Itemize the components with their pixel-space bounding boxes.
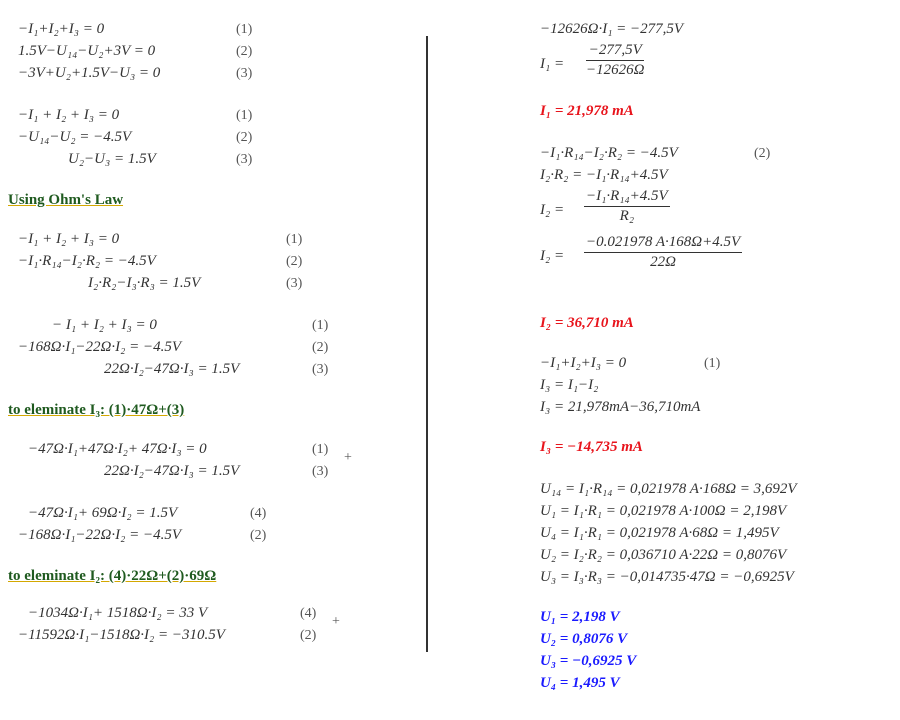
sys4-eq3: 22Ω·I₂−47Ω·I₃ = 1.5V xyxy=(104,361,240,377)
sys2-eqnum1: (1) xyxy=(236,108,253,123)
sys3-eqnum1: (1) xyxy=(286,232,303,247)
i3-equation3: I₃ = 21,978mA−36,710mA xyxy=(540,399,701,415)
sys1-eq1: −I₁+I₂+I₃ = 0 xyxy=(18,21,105,37)
u14-line: U₁₄ = I₁·R₁₄ = 0,021978 A·168Ω = 3,692V xyxy=(540,481,797,497)
i2-fraction-numerator: −I₁·R₁₄+4.5V xyxy=(584,188,670,207)
sys6-eq1: −47Ω·I₁+ 69Ω·I₂ = 1.5V xyxy=(28,505,178,521)
sys1-eqnum3: (3) xyxy=(236,66,253,81)
i1-fraction-denominator: −12626Ω xyxy=(586,62,645,79)
i3-equation2: I₃ = I₁−I₂ xyxy=(540,377,599,393)
i2-fraction2-numerator: −0.021978 A·168Ω+4.5V xyxy=(584,234,742,253)
i2-equation-num: (2) xyxy=(754,146,771,161)
sys1-eqnum2: (2) xyxy=(236,44,253,59)
sys6-eqnum1: (4) xyxy=(250,506,267,521)
i3-equation-num: (1) xyxy=(704,356,721,371)
i2-equation: −I₁·R₁₄−I₂·R₂ = −4.5V xyxy=(540,145,678,161)
i2-fraction-denominator: R₂ xyxy=(619,208,635,225)
sys6-eqnum2: (2) xyxy=(250,528,267,543)
i1-equation: −12626Ω·I₁ = −277,5V xyxy=(540,21,684,37)
u3-line: U₃ = I₃·R₃ = −0,014735·47Ω = −0,6925V xyxy=(540,569,794,585)
sys5-eq1: −47Ω·I₁+47Ω·I₂+ 47Ω·I₃ = 0 xyxy=(28,441,207,457)
i2-result: I₂ = 36,710 mA xyxy=(540,315,634,331)
sys2-eq3: U₂−U₃ = 1.5V xyxy=(68,151,156,167)
i2-equation2: I₂·R₂ = −I₁·R₁₄+4.5V xyxy=(540,167,668,183)
u3-result: U₃ = −0,6925 V xyxy=(540,653,637,669)
sys4-eqnum3: (3) xyxy=(312,362,329,377)
sys3-eq1: −I₁ + I₂ + I₃ = 0 xyxy=(18,231,120,247)
ohm-law-heading: Using Ohm's Law xyxy=(8,192,124,208)
sys3-eqnum3: (3) xyxy=(286,276,303,291)
sys3-eq2: −I₁·R₁₄−I₂·R₂ = −4.5V xyxy=(18,253,156,269)
sys7-eq2: −11592Ω·I₁−1518Ω·I₂ = −310.5V xyxy=(18,627,225,643)
sys2-eqnum2: (2) xyxy=(236,130,253,145)
i3-equation: −I₁+I₂+I₃ = 0 xyxy=(540,355,627,371)
sys1-eq2: 1.5V−U₁₄−U₂+3V = 0 xyxy=(18,43,156,59)
i1-result: I₁ = 21,978 mA xyxy=(540,103,634,119)
sys2-eq2: −U₁₄−U₂ = −4.5V xyxy=(18,129,132,145)
u1-line: U₁ = I₁·R₁ = 0,021978 A·100Ω = 2,198V xyxy=(540,503,787,519)
sys1-eqnum1: (1) xyxy=(236,22,253,37)
i2-fraction2 xyxy=(584,234,742,272)
eliminate-i2-heading: to eleminate I₂: (4)·22Ω+(2)·69Ω xyxy=(8,568,217,584)
sys4-eq2: −168Ω·I₁−22Ω·I₂ = −4.5V xyxy=(18,339,182,355)
u2-line: U₂ = I₂·R₂ = 0,036710 A·22Ω = 0,8076V xyxy=(540,547,787,563)
sys6-eq2: −168Ω·I₁−22Ω·I₂ = −4.5V xyxy=(18,527,182,543)
u1-result: U₁ = 2,198 V xyxy=(540,609,620,625)
u2-result: U₂ = 0,8076 V xyxy=(540,631,628,647)
sys2-eqnum3: (3) xyxy=(236,152,253,167)
i3-result: I₃ = −14,735 mA xyxy=(540,439,643,455)
sys4-eq1: − I₁ + I₂ + I₃ = 0 xyxy=(52,317,157,333)
i2-fraction2-denominator: 22Ω xyxy=(650,254,676,271)
i2-fraction-lhs: I₂ = xyxy=(540,202,565,218)
u4-line: U₄ = I₁·R₁ = 0,021978 A·68Ω = 1,495V xyxy=(540,525,779,541)
i1-fraction-lhs: I₁ = xyxy=(540,56,565,72)
column-divider xyxy=(426,36,428,652)
i1-fraction xyxy=(586,42,644,80)
sys5-eq2: 22Ω·I₂−47Ω·I₃ = 1.5V xyxy=(104,463,240,479)
sys5-eqnum1: (1) xyxy=(312,442,329,457)
sys3-eqnum2: (2) xyxy=(286,254,303,269)
sys4-eqnum2: (2) xyxy=(312,340,329,355)
i1-fraction-numerator: −277,5V xyxy=(586,42,644,61)
sys4-eqnum1: (1) xyxy=(312,318,329,333)
sys1-eq3: −3V+U₂+1.5V−U₃ = 0 xyxy=(18,65,161,81)
sys7-eq1: −1034Ω·I₁+ 1518Ω·I₂ = 33 V xyxy=(28,605,208,621)
i2-fraction2-lhs: I₂ = xyxy=(540,248,565,264)
sys5-eqnum2: (3) xyxy=(312,464,329,479)
eliminate-i3-heading: to eleminate I₃: (1)·47Ω+(3) xyxy=(8,402,185,418)
u4-result: U₄ = 1,495 V xyxy=(540,675,620,691)
sys5-plus-sign: + xyxy=(344,450,352,465)
sys2-eq1: −I₁ + I₂ + I₃ = 0 xyxy=(18,107,120,123)
sys3-eq3: I₂·R₂−I₃·R₃ = 1.5V xyxy=(88,275,201,291)
sys7-plus-sign: + xyxy=(332,614,340,629)
sys7-eqnum2: (2) xyxy=(300,628,317,643)
sys7-eqnum1: (4) xyxy=(300,606,317,621)
i2-fraction xyxy=(584,188,670,226)
